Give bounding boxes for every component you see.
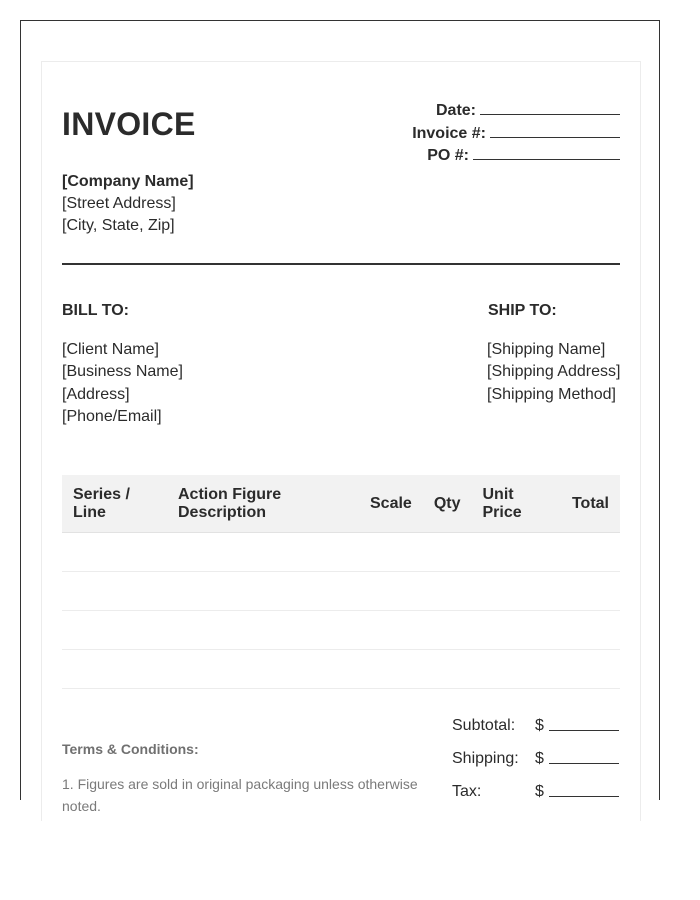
table-row <box>62 572 620 611</box>
company-info <box>62 171 194 237</box>
table-cell[interactable] <box>423 650 472 689</box>
tax-row <box>452 781 622 814</box>
header-divider <box>62 263 620 265</box>
terms-text: 1. Figures are sold in original packaging unless otherwise noted. <box>62 776 418 814</box>
bill-to-line: [Phone/Email] <box>62 407 162 425</box>
table-cell[interactable] <box>423 572 472 611</box>
column-header-qty: Qty <box>423 475 472 533</box>
po-number-label: PO #: <box>427 147 469 164</box>
invoice-number-field-row <box>412 123 620 146</box>
table-cell[interactable] <box>538 533 620 572</box>
bill-to-heading: BILL TO: <box>62 302 129 319</box>
bill-to-address <box>62 339 183 428</box>
line-items-table <box>62 475 620 689</box>
invoice-meta <box>412 100 620 168</box>
subtotal-row <box>452 715 622 748</box>
ship-to-line: [Shipping Address] <box>487 363 621 381</box>
bill-to-line: [Client Name] <box>62 341 159 358</box>
table-cell[interactable] <box>62 650 167 689</box>
currency-symbol: $ <box>535 783 544 800</box>
ship-to-address <box>487 339 620 406</box>
tax-field[interactable] <box>549 796 619 797</box>
table-cell[interactable] <box>359 650 423 689</box>
table-cell[interactable] <box>167 572 359 611</box>
table-row <box>62 533 620 572</box>
column-header-total: Total <box>538 475 620 533</box>
table-cell[interactable] <box>538 650 620 689</box>
table-cell[interactable] <box>471 533 538 572</box>
tax-label: Tax: <box>452 783 482 800</box>
table-cell[interactable] <box>471 650 538 689</box>
subtotal-field[interactable] <box>549 730 619 731</box>
table-cell[interactable] <box>423 533 472 572</box>
table-cell[interactable] <box>359 533 423 572</box>
table-cell[interactable] <box>538 572 620 611</box>
invoice-title: INVOICE <box>62 106 196 142</box>
bill-to-line: [Business Name] <box>62 363 183 381</box>
invoice-sheet <box>41 61 641 821</box>
po-number-field-row <box>412 145 620 168</box>
date-label: Date: <box>435 102 476 119</box>
company-city: [City, State, Zip] <box>62 217 175 234</box>
subtotal-label: Subtotal: <box>452 717 516 734</box>
table-cell[interactable] <box>471 572 538 611</box>
table-cell[interactable] <box>62 533 167 572</box>
table-header-row <box>62 475 620 533</box>
table-row <box>62 611 620 650</box>
table-cell[interactable] <box>62 572 167 611</box>
ship-to-heading: SHIP TO: <box>488 302 557 319</box>
table-cell[interactable] <box>423 611 472 650</box>
column-header-unit-price: Unit Price <box>471 475 538 533</box>
invoice-number-label: Invoice #: <box>412 124 486 142</box>
column-header-series: Series / Line <box>62 475 167 533</box>
table-row <box>62 650 620 689</box>
shipping-label: Shipping: <box>452 750 519 767</box>
currency-symbol: $ <box>535 717 544 734</box>
totals-block <box>452 715 622 814</box>
ship-to-line: [Shipping Name] <box>487 341 606 358</box>
document-frame <box>20 20 660 814</box>
shipping-row <box>452 748 622 781</box>
table-cell[interactable] <box>471 611 538 650</box>
table-cell[interactable] <box>359 611 423 650</box>
column-header-description: Action Figure Description <box>167 475 359 533</box>
table-cell[interactable] <box>538 611 620 650</box>
table-cell[interactable] <box>167 533 359 572</box>
currency-symbol: $ <box>535 750 544 767</box>
column-header-scale: Scale <box>359 475 423 533</box>
date-field-row <box>412 100 620 123</box>
shipping-field[interactable] <box>549 763 619 764</box>
ship-to-line: [Shipping Method] <box>487 385 616 403</box>
terms-heading: Terms & Conditions: <box>62 741 199 757</box>
company-name: [Company Name] <box>62 173 194 190</box>
date-field[interactable] <box>480 100 620 115</box>
table-cell[interactable] <box>359 572 423 611</box>
table-cell[interactable] <box>167 611 359 650</box>
po-number-field[interactable] <box>473 145 620 160</box>
company-street: [Street Address] <box>62 195 176 212</box>
invoice-number-field[interactable] <box>490 123 620 138</box>
table-cell[interactable] <box>167 650 359 689</box>
table-cell[interactable] <box>62 611 167 650</box>
bill-to-line: [Address] <box>62 385 130 403</box>
